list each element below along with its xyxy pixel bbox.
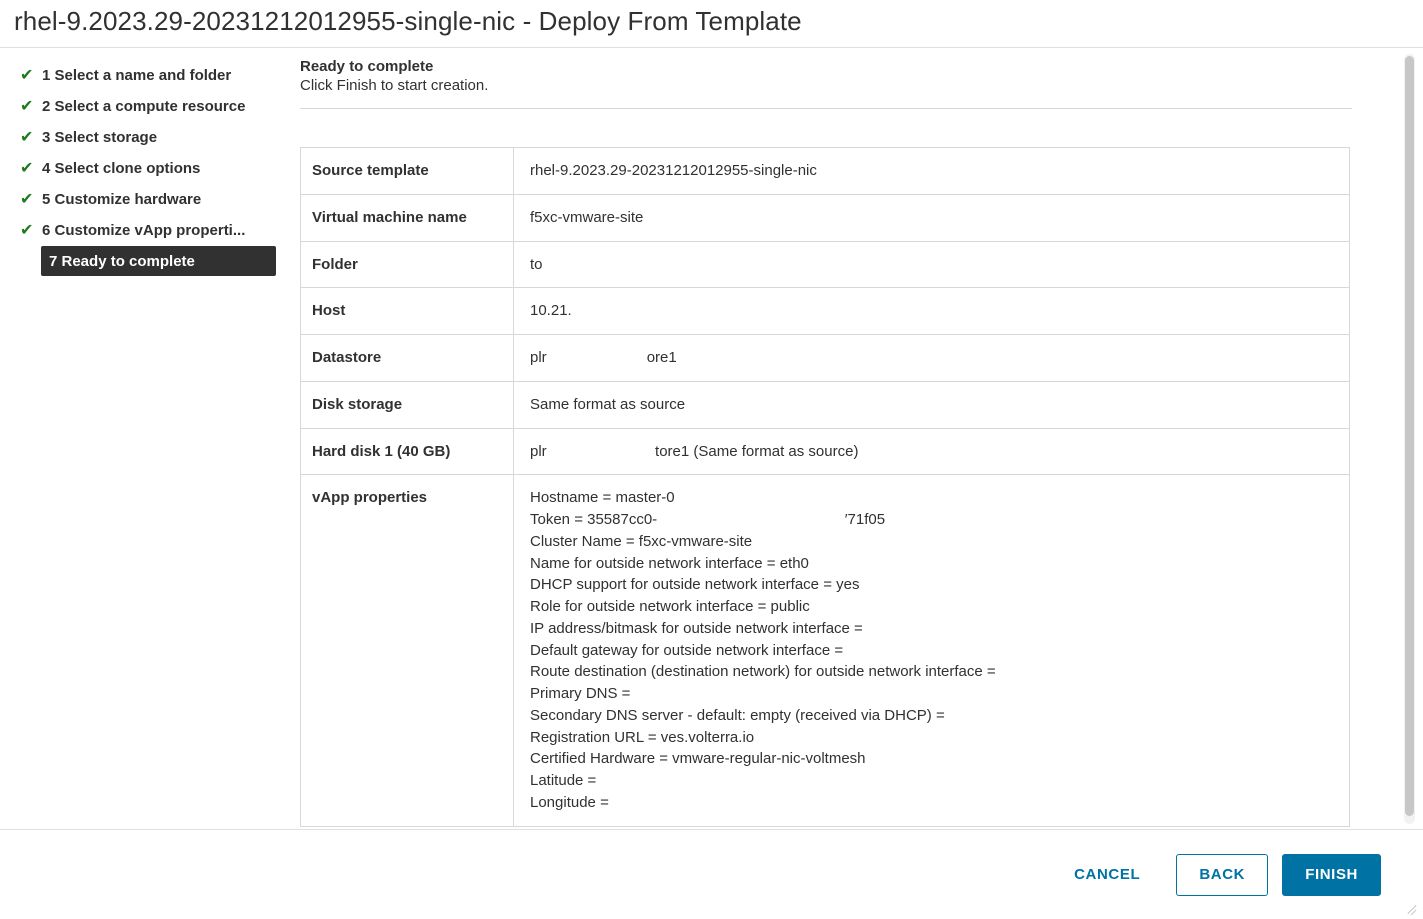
row-label: Disk storage (301, 381, 514, 428)
table-row (301, 194, 1350, 241)
vapp-property: Longitude = (530, 793, 609, 811)
check-icon: ✔ (20, 159, 34, 177)
row-value: Same format as source (514, 381, 1350, 428)
sidebar-item-select-a-compute-resource[interactable] (0, 91, 292, 122)
sidebar-item-label: 5 Customize hardware (42, 191, 202, 208)
check-icon: ✔ (20, 190, 34, 208)
vertical-scrollbar[interactable] (1404, 54, 1415, 824)
table-row (301, 335, 1350, 382)
sidebar-item-select-a-name-and-folder[interactable] (0, 60, 292, 91)
sidebar-item-select-clone-options[interactable] (0, 153, 292, 184)
vapp-property: Name for outside network interface = eth0 (530, 554, 809, 572)
vapp-property: DHCP support for outside network interface = yes (530, 576, 860, 594)
vapp-property: Default gateway for outside network interface = (530, 641, 844, 659)
back-button[interactable]: BACK (1176, 854, 1268, 896)
vapp-property: Latitude = (530, 772, 597, 789)
vapp-property: Hostname = master-0 (530, 489, 675, 507)
vapp-property: Role for outside network interface = public (530, 598, 810, 615)
row-label: Virtual machine name (301, 194, 514, 241)
sidebar-item-label: 6 Customize vApp properti... (42, 222, 246, 239)
cancel-button[interactable]: CANCEL (1052, 854, 1162, 896)
scrollbar-thumb[interactable] (1405, 56, 1414, 816)
page-title: Ready to complete (300, 58, 434, 75)
row-value: 10.21. (514, 288, 1350, 335)
sidebar-item-ready-to-complete[interactable] (41, 246, 276, 276)
check-icon: ✔ (20, 66, 34, 84)
sidebar-item-label: 2 Select a compute resource (42, 98, 246, 115)
vapp-property: IP address/bitmask for outside network interface = (530, 619, 863, 637)
sidebar-item-customize-hardware[interactable] (0, 184, 292, 215)
sidebar-item-label: 1 Select a name and folder (42, 67, 232, 84)
row-value: to (514, 241, 1350, 288)
dialog-footer (0, 829, 1423, 919)
table-row (301, 241, 1350, 288)
row-label: Folder (301, 241, 514, 288)
table-row-vapp-properties (301, 475, 1350, 826)
vapp-property: Route destination (destination network) for outside network interface = (530, 663, 996, 681)
row-label: Host (301, 288, 514, 335)
row-value: rhel-9.2023.29-20231212012955-single-nic (514, 148, 1350, 195)
row-value: plr ore1 (514, 335, 1350, 382)
row-label: Source template (301, 148, 514, 195)
table-row (301, 428, 1350, 475)
row-value: plr tore1 (Same format as source) (514, 428, 1350, 475)
sidebar-item-customize-vapp-properties[interactable] (0, 215, 292, 246)
check-icon: ✔ (20, 128, 34, 146)
resize-grip-icon[interactable] (1405, 901, 1419, 915)
row-value: f5xc-vmware-site (514, 194, 1350, 241)
check-icon: ✔ (20, 97, 34, 115)
check-icon: ✔ (20, 221, 34, 239)
page-subtitle: Click Finish to start creation. (300, 77, 489, 94)
sidebar-item-select-storage[interactable] (0, 122, 292, 153)
vapp-property: Cluster Name = f5xc-vmware-site (530, 532, 753, 550)
summary-table (300, 147, 1350, 827)
vapp-property: Certified Hardware = vmware-regular-nic-voltmesh (530, 750, 866, 768)
wizard-steps-nav (0, 48, 292, 827)
sidebar-item-label: 7 Ready to complete (49, 252, 195, 270)
vapp-property: Registration URL = ves.volterra.io (530, 728, 755, 746)
finish-button[interactable]: FINISH (1282, 854, 1381, 896)
row-label: Datastore (301, 335, 514, 382)
sidebar-item-label: 3 Select storage (42, 129, 158, 146)
table-row (301, 381, 1350, 428)
vapp-property: Token = 35587cc0- ′71f05 (530, 511, 886, 528)
vapp-property: Secondary DNS server - default: empty (received via DHCP) = (530, 706, 945, 724)
sidebar-item-label: 4 Select clone options (42, 160, 201, 177)
table-row (301, 288, 1350, 335)
header-divider (300, 108, 1352, 109)
table-row (301, 148, 1350, 195)
row-label: Hard disk 1 (40 GB) (301, 428, 514, 475)
vapp-property: Primary DNS = (530, 685, 631, 702)
vapp-properties-list (514, 475, 1350, 826)
row-label: vApp properties (301, 475, 514, 826)
summary-panel (292, 48, 1423, 827)
dialog-body (0, 48, 1423, 827)
dialog-title: rhel-9.2023.29-20231212012955-single-nic - Deploy From Template (14, 6, 802, 36)
